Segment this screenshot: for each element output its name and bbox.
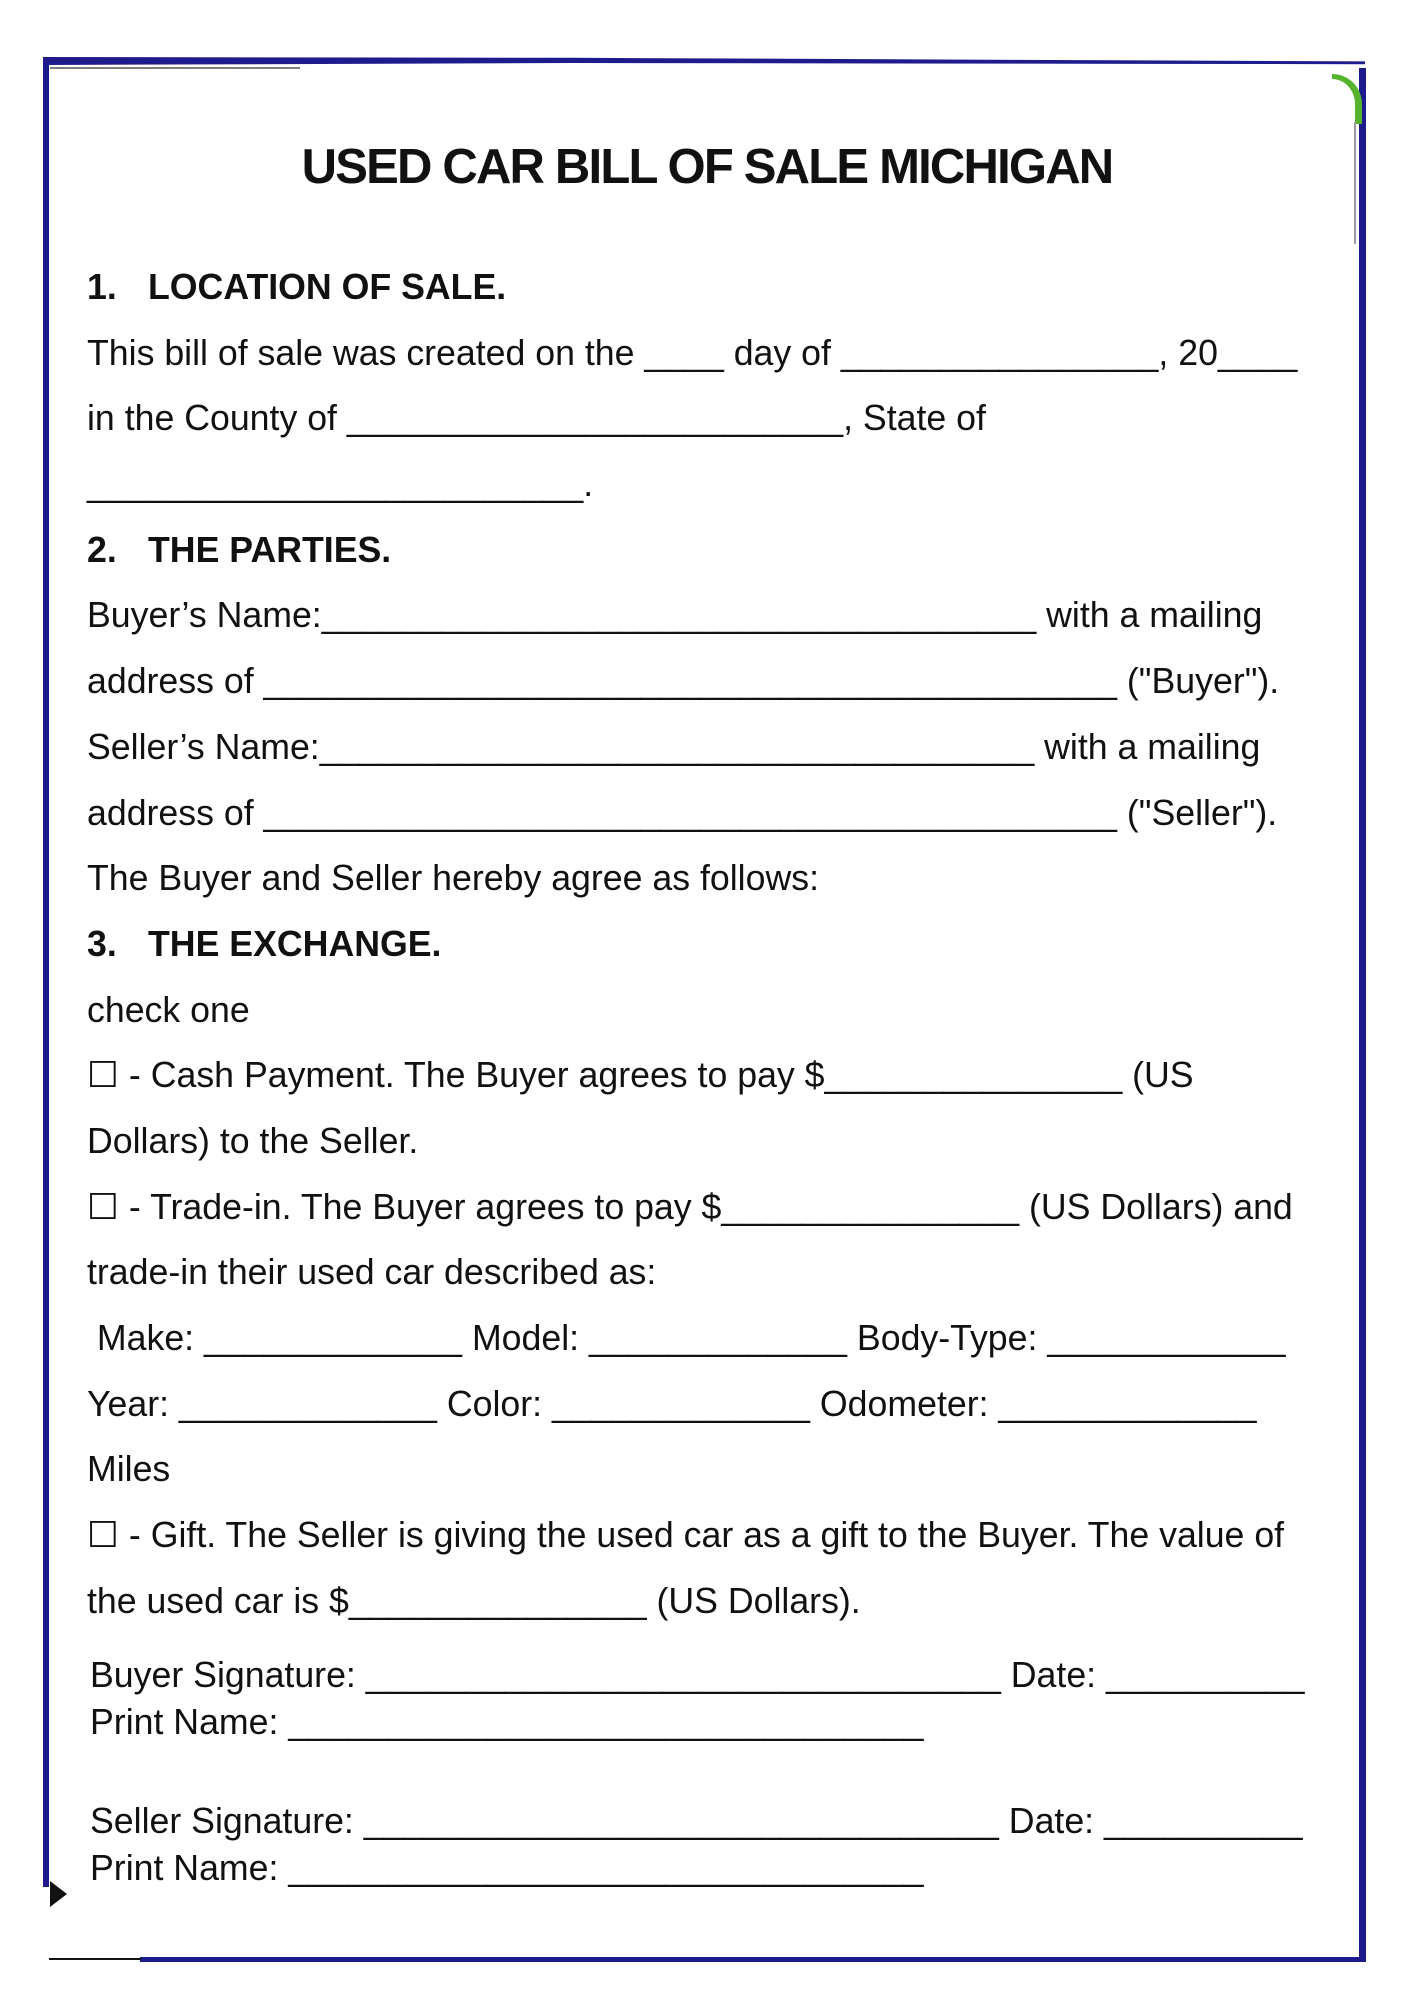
corner-accent-decoration — [1332, 74, 1362, 124]
cash-payment-checkbox: ☐ — [87, 1055, 119, 1097]
buyer-name-line: Buyer’s Name:____________________________________ with a mailing — [87, 595, 1263, 636]
trade-in-checkbox: ☐ — [87, 1186, 119, 1228]
buyer-signature-block — [90, 1652, 1340, 1746]
frame-border-bottom — [140, 1957, 1366, 1962]
sale-date-line: This bill of sale was created on the ____ day of ________________, 20____ — [87, 332, 1298, 373]
section-title: THE EXCHANGE. — [148, 923, 442, 964]
trade-in-option — [87, 1175, 1347, 1503]
section-number: 2. — [87, 529, 117, 570]
section-heading — [87, 518, 1347, 584]
gift-value-line: the used car is $_______________ (US Dollars). — [87, 1580, 861, 1621]
cash-payment-option — [87, 1043, 1347, 1174]
state-blank-line: _________________________. — [87, 464, 594, 505]
gift-text: - Gift. The Seller is giving the used car as a gift to the Buyer. The value of — [119, 1515, 1285, 1556]
seller-signature-block — [90, 1798, 1340, 1892]
frame-bottom-corner-line — [49, 1958, 141, 1960]
vehicle-year-color-odometer-line: Year: _____________ Color: _____________ Odometer: _____________ — [87, 1383, 1257, 1424]
section-number: 1. — [87, 267, 117, 307]
section-heading — [87, 255, 1347, 321]
trade-in-line — [87, 1175, 1347, 1241]
check-one-instruction: check one — [87, 989, 250, 1030]
frame-border-top — [43, 57, 1365, 65]
frame-inner-line — [50, 67, 300, 69]
agreement-statement: The Buyer and Seller hereby agree as follows: — [87, 858, 819, 899]
buyer-address-line: address of ___________________________________________ ("Buyer"). — [87, 661, 1280, 702]
seller-signature-line: Seller Signature: ________________________________ Date: __________ — [90, 1801, 1303, 1841]
buyer-signature-line: Buyer Signature: ________________________________ Date: __________ — [90, 1655, 1305, 1695]
cash-payment-text: - Cash Payment. The Buyer agrees to pay $_______________ (US — [119, 1055, 1194, 1096]
cash-payment-line — [87, 1043, 1347, 1109]
section-the-parties — [87, 518, 1347, 912]
arrow-marker-icon — [50, 1881, 67, 1907]
trade-in-text: - Trade-in. The Buyer agrees to pay $_______________ (US Dollars) and — [119, 1186, 1293, 1227]
seller-address-line: address of ___________________________________________ ("Seller"). — [87, 792, 1278, 833]
vehicle-make-model-body-line: Make: _____________ Model: _____________ Body-Type: ____________ — [87, 1318, 1286, 1358]
frame-border-right — [1359, 68, 1366, 1962]
frame-border-left — [43, 57, 49, 1887]
buyer-print-name-line: Print Name: ________________________________ — [90, 1702, 924, 1742]
section-heading — [87, 912, 1347, 978]
gift-option — [87, 1503, 1347, 1634]
cash-payment-text-cont: Dollars) to the Seller. — [87, 1120, 419, 1161]
trade-in-text-cont: trade-in their used car described as: — [87, 1252, 657, 1293]
section-location-of-sale — [87, 255, 1347, 518]
gift-checkbox: ☐ — [87, 1515, 119, 1557]
odometer-unit-line: Miles — [87, 1449, 171, 1490]
section-number: 3. — [87, 923, 117, 964]
section-title: THE PARTIES. — [148, 529, 392, 570]
seller-print-name-line: Print Name: ________________________________ — [90, 1848, 924, 1888]
gift-line — [87, 1503, 1347, 1569]
county-state-line: in the County of _________________________, State of — [87, 398, 986, 439]
section-title: LOCATION OF SALE. — [148, 267, 507, 307]
seller-name-line: Seller’s Name:____________________________________ with a mailing — [87, 726, 1261, 767]
section-the-exchange — [87, 912, 1347, 1635]
document-title: USED CAR BILL OF SALE MICHIGAN — [301, 140, 1113, 194]
document-body — [87, 255, 1347, 1634]
